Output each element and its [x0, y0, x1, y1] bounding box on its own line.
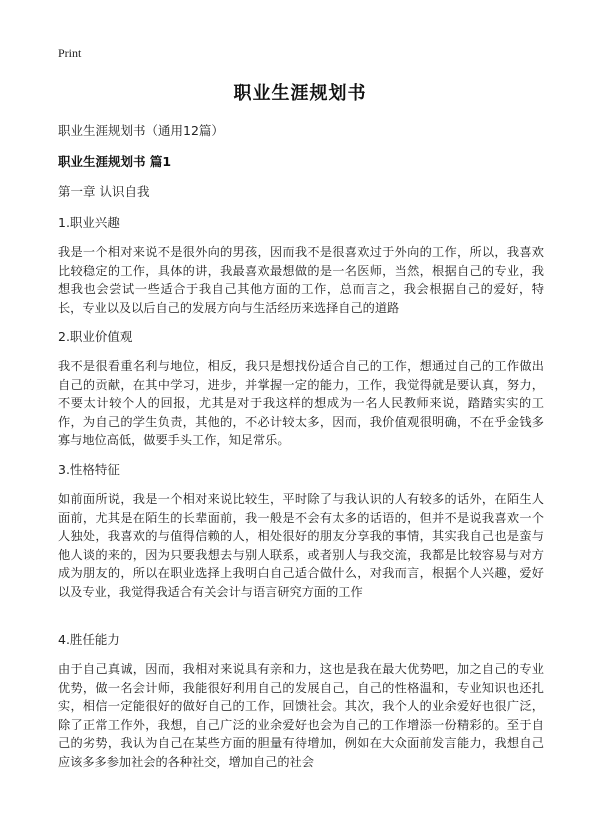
subsection-heading-personality: 3.性格特征 — [58, 462, 120, 477]
chapter-heading: 第一章 认识自我 — [58, 184, 150, 199]
paragraph-values: 我不是很看重名利与地位，相反，我只是想找份适合自己的工作，想通过自己的工作做出自己的贡献，在其中学习，进步，并掌握一定的能力，工作，我觉得就是要认真，努力，不要太计较个人的回报，尤其是对于我这样的想成为一名人民教师来说，踏踏实实的工作，为自己的学生负责，其他的，不必计较太多，因而，我价值观很明确，不在乎金钱多寡与地位高低，做要手头工作，知足常乐。 — [58, 359, 544, 447]
section-heading: 职业生涯规划书 篇1 — [58, 154, 172, 169]
page-title: 职业生涯规划书 — [233, 83, 367, 104]
subsection-heading-values: 2.职业价值观 — [58, 329, 133, 344]
paragraph-personality: 如前面所说，我是一个相对来说比较生，平时除了与我认识的人有较多的话外，在陌生人面前，尤其是在陌生的长辈面前，我一般是不会有太多的话语的，但并不是说我喜欢一个人独处，我喜欢的与值得信赖的人，相处很好的朋友分享我的事情，其实我自己也是蛮与他人谈的来的，因为只要我想去与别人联系，或者别人与我交流，我都是比较容易与对方成为朋友的，所以在职业选择上我明白自己适合做什么，对我而言，根据个人兴趣，爱好以及专业，我觉得我适合有关会计与语言研究方面的工作 — [58, 492, 544, 599]
paragraph-competence: 由于自己真诚，因而，我相对来说具有亲和力，这也是我在最大优势吧，加之自己的专业优势，做一名会计师，我能很好利用自己的发展自己，自己的性格温和，专业知识也还扎实，相信一定能很好的做好自己的工作，回馈社会。其次，我个人的业余爱好也很广泛，除了正常工作外，我想，自己广泛的业余爱好也会为自己的工作增添一份精彩的。至于自己的劣势，我认为自己在某些方面的胆量有待增加，例如在大众面前发言能力，我想自己应该多多参加社会的各种社交，增加自己的社会 — [58, 662, 544, 769]
print-link[interactable]: Print — [58, 46, 82, 60]
subsection-heading-interest: 1.职业兴趣 — [58, 215, 120, 230]
paragraph-interest: 我是一个相对来说不是很外向的男孩，因而我不是很喜欢过于外向的工作，所以，我喜欢比较稳定的工作，具体的讲，我最喜欢最想做的是一名医师，当然，根据自己的专业，我想我也会尝试一些适合于我自己其他方面的工作，总而言之，我会根据自己的爱好，特长，专业以及以后自己的发展方向与生活经历来选择自己的道路 — [58, 245, 544, 315]
document-subtitle: 职业生涯规划书（通用12篇） — [58, 123, 224, 138]
subsection-heading-competence: 4.胜任能力 — [58, 632, 120, 647]
